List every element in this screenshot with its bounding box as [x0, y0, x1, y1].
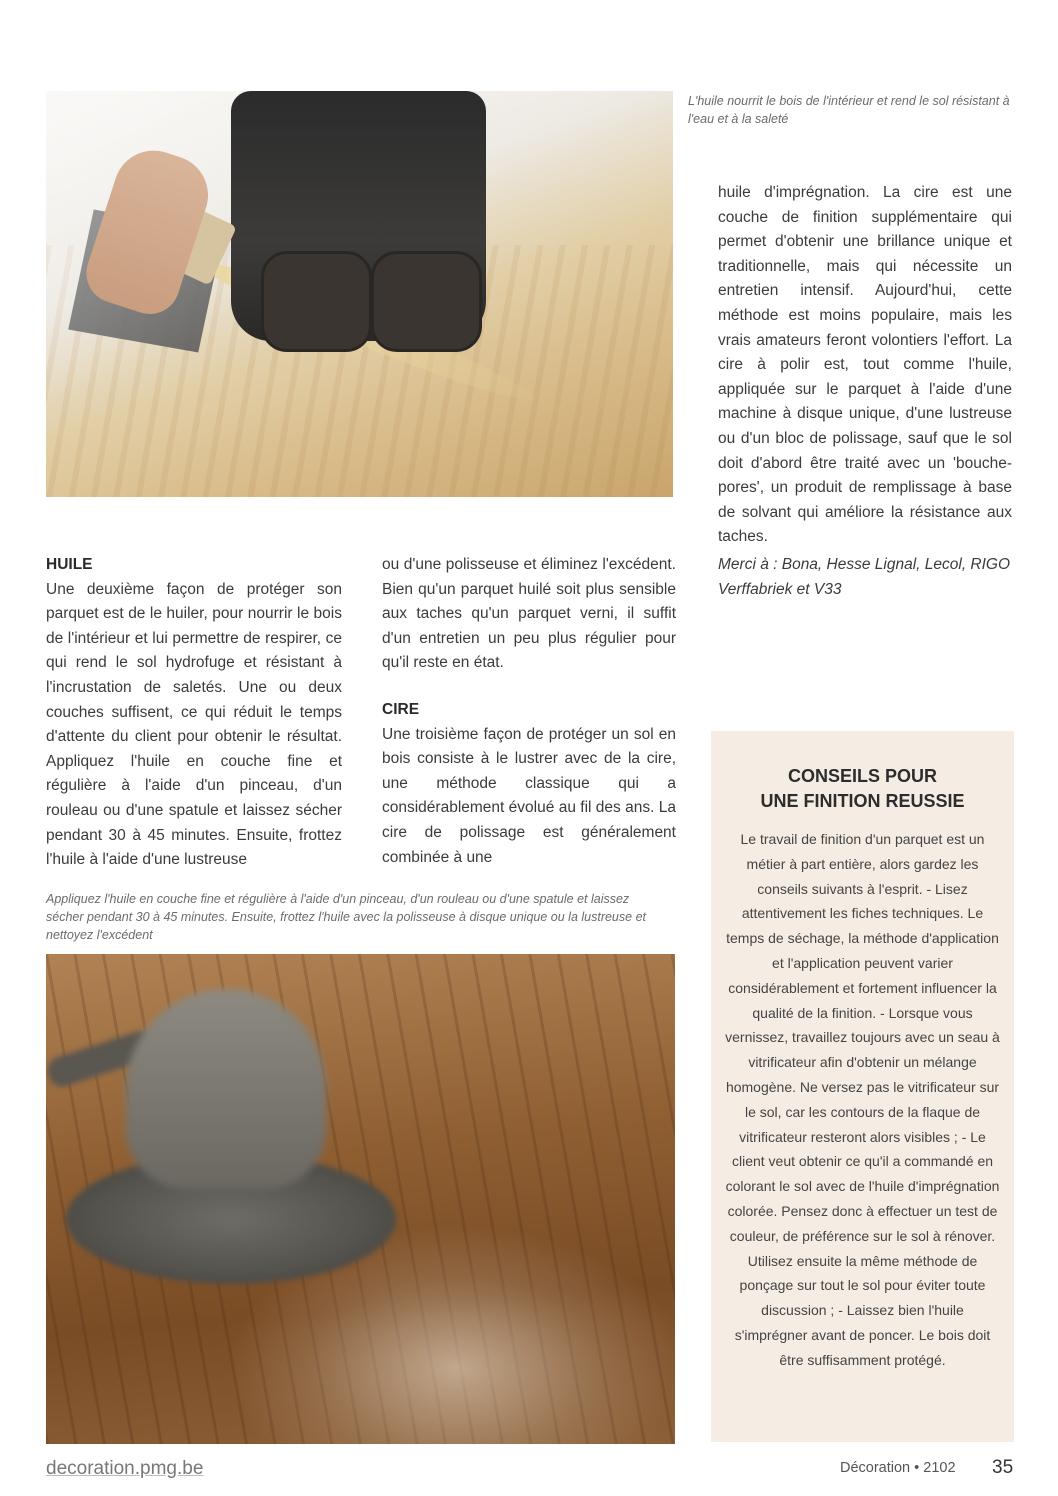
article-column-huile — [46, 553, 342, 873]
caption-bottom: Appliquez l'huile en couche fine et régulière à l'aide d'un pinceau, d'un rouleau ou d'une spatule et laissez sécher pendant 30 à 45 minutes. Ensuite, frottez l'huile avec la polisseuse à disque unique ou la lustreuse et nettoyez l'excédent — [46, 892, 646, 942]
photo-polishing-machine — [46, 954, 675, 1444]
article-column-cire — [382, 553, 676, 870]
knee-pad-right — [371, 251, 482, 352]
footer-website-link[interactable]: decoration.pmg.be — [46, 1458, 204, 1479]
tips-title — [711, 764, 1014, 814]
article-right-column: huile d'imprégnation. La cire est une couche de finition supplémentaire qui permet d'obtenir une brillance unique et traditionnelle, mais qui nécessite un entretien intensif. Aujourd'hui, cette méthode est moins populaire, mais les vrais amateurs feront volontiers l'effort. La cire à polir est, tout comme l'huile, appliquée sur le parquet à l'aide d'une machine à disque unique, d'une lustreuse ou d'un bloc de polissage, sauf que le sol doit d'abord être traité avec un 'bouche-pores', un produit de remplissage à base de solvant qui améliore la résistance aux taches. — [718, 184, 1012, 546]
tips-title-line1: CONSEILS POUR — [787, 766, 938, 786]
page-number: 35 — [992, 1457, 1014, 1478]
tips-title-line2: UNE FINITION REUSSIE — [760, 791, 965, 811]
paragraph-huile-continued: ou d'une polisseuse et éliminez l'excédent. Bien qu'un parquet huilé soit plus sensible aux taches qu'un parquet verni, il suffit d'un entretien un peu plus régulier pour qu'il reste en état. — [382, 556, 676, 672]
knee-pad-left — [261, 251, 372, 352]
thanks-note: Merci à : Bona, Hesse Lignal, Lecol, RIGO Verffabriek et V33 — [718, 556, 1011, 598]
photo-oil-application — [46, 91, 673, 497]
tips-text: Le travail de finition d'un parquet est un métier à part entière, alors gardez les conseils suivants à l'esprit. - Lisez attentivement les fiches techniques. Le temps de séchage, la méthode d'application et l'application peuvent varier considérablement et fortement influencer la qualité de la finition. - Lorsque vous vernissez, travaillez toujours avec un seau à vitrificateur afin d'obtenir un mélange homogène. Ne versez pas le vitrificateur sur le sol, car les contours de la flaque de vitrificateur resteront alors visibles ; - Le client veut obtenir ce qu'il a commandé en colorant le sol avec de l'huile d'imprégnation colorée. Pensez donc à effectuer un test de couleur, de préférence sur le sol à rénover. Utilisez ensuite la même méthode de ponçage sur tout le sol pour éviter toute discussion ; - Laissez bien l'huile s'imprégner avant de poncer. Le bois doit être suffisamment protégé. — [725, 831, 1000, 1368]
footer-magazine-issue: Décoration • 2102 — [840, 1460, 956, 1476]
heading-cire: CIRE — [382, 700, 420, 718]
heading-huile: HUILE — [46, 556, 93, 573]
paragraph-huile: Une deuxième façon de protéger son parquet est de le huiler, pour nourrir le bois de l'intérieur et lui permettre de respirer, ce qui rend le sol hydrofuge et résistant à l'incrustation de saletés. Une ou deux couches suffisent, ce qui réduit le temps d'attente du client pour obtenir le résultat. Appliquez l'huile en couche fine et régulière à l'aide d'un pinceau, d'un rouleau ou d'une spatule et laissez sécher pendant 30 à 45 minutes. Ensuite, frottez l'huile à l'aide d'une lustreuse — [46, 580, 342, 869]
caption-top: L'huile nourrit le bois de l'intérieur et rend le sol résistant à l'eau et à la saleté — [688, 94, 1010, 126]
paragraph-cire: Une troisième façon de protéger un sol en bois consiste à le lustrer avec de la cire, une méthode classique qui a considérablement évolué au fil des ans. La cire de polissage est généralement combinée à une — [382, 725, 676, 866]
tips-box — [711, 731, 1014, 1442]
